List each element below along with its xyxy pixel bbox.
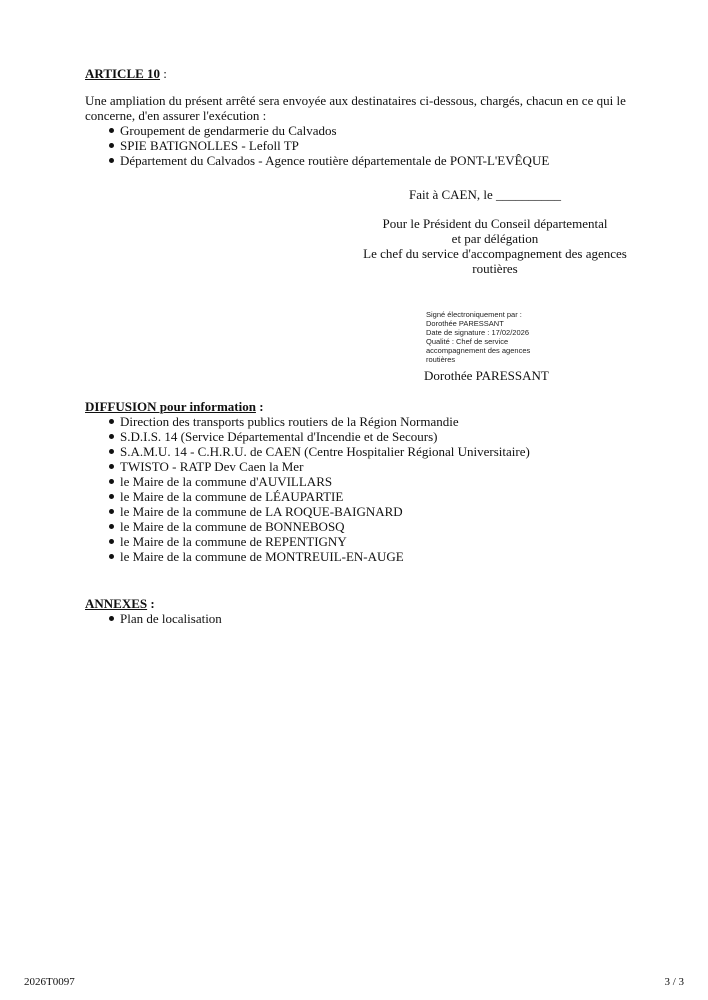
list-item: SPIE BATIGNOLLES - Lefoll TP bbox=[85, 138, 549, 153]
place-date: Fait à CAEN, le __________ bbox=[409, 187, 562, 202]
signature-line1: Pour le Président du Conseil départemental bbox=[382, 216, 608, 231]
list-item: S.A.M.U. 14 - C.H.R.U. de CAEN (Centre Hospitalier Régional Universitaire) bbox=[85, 444, 530, 459]
bullet-icon bbox=[109, 158, 114, 163]
list-item: TWISTO - RATP Dev Caen la Mer bbox=[85, 459, 530, 474]
article-paragraph bbox=[85, 93, 645, 123]
bullet-icon bbox=[109, 449, 114, 454]
footer-reference: 2026T0097 bbox=[24, 976, 75, 988]
signature-line2: et par délégation bbox=[451, 231, 539, 246]
bullet-icon bbox=[109, 539, 114, 544]
diffusion-colon: : bbox=[255, 399, 264, 414]
list-item: le Maire de la commune de REPENTIGNY bbox=[85, 534, 530, 549]
list-item: le Maire de la commune de BONNEBOSQ bbox=[85, 519, 530, 534]
annexes-heading bbox=[85, 596, 155, 611]
diffusion-list bbox=[85, 414, 530, 564]
article-title: ARTICLE 10 bbox=[85, 66, 161, 81]
annexes-title: ANNEXES bbox=[85, 596, 148, 611]
bullet-icon bbox=[109, 128, 114, 133]
bullet-icon bbox=[109, 509, 114, 514]
electronic-signature-stamp: Signé électroniquement par : Dorothée PARESSANT Date de signature : 17/02/2026 Qualité : Chef de service accompagnement des agences routières bbox=[426, 310, 531, 364]
list-item: le Maire de la commune de LA ROQUE-BAIGNARD bbox=[85, 504, 530, 519]
article-paragraph-line1: Une ampliation du présent arrêté sera envoyée aux destinataires ci-dessous, chargés, chacun en ce qui le bbox=[85, 93, 626, 108]
list-item: Plan de localisation bbox=[85, 611, 222, 626]
bullet-icon bbox=[109, 524, 114, 529]
bullet-icon bbox=[109, 464, 114, 469]
signature-block bbox=[330, 216, 660, 276]
list-item: Département du Calvados - Agence routière départementale de PONT-L'EVÊQUE bbox=[85, 153, 549, 168]
list-item: le Maire de la commune d'AUVILLARS bbox=[85, 474, 530, 489]
signer-name: Dorothée PARESSANT bbox=[424, 368, 549, 383]
article-paragraph-line2: concerne, d'en assurer l'exécution : bbox=[85, 108, 267, 123]
bullet-icon bbox=[109, 554, 114, 559]
list-item: le Maire de la commune de LÉAUPARTIE bbox=[85, 489, 530, 504]
article-heading bbox=[85, 66, 167, 81]
diffusion-title: DIFFUSION pour information bbox=[85, 399, 256, 414]
bullet-icon bbox=[109, 616, 114, 621]
list-item: Direction des transports publics routiers de la Région Normandie bbox=[85, 414, 530, 429]
bullet-icon bbox=[109, 143, 114, 148]
signature-line4: routières bbox=[472, 261, 518, 276]
bullet-icon bbox=[109, 419, 114, 424]
footer-page-number: 3 / 3 bbox=[664, 976, 684, 988]
annexes-colon: : bbox=[147, 596, 155, 611]
diffusion-heading bbox=[85, 399, 264, 414]
annexes-list bbox=[85, 611, 222, 626]
signature-line3: Le chef du service d'accompagnement des agences bbox=[363, 246, 627, 261]
recipients-list bbox=[85, 123, 549, 168]
bullet-icon bbox=[109, 434, 114, 439]
list-item: S.D.I.S. 14 (Service Départemental d'Incendie et de Secours) bbox=[85, 429, 530, 444]
list-item: Groupement de gendarmerie du Calvados bbox=[85, 123, 549, 138]
bullet-icon bbox=[109, 494, 114, 499]
bullet-icon bbox=[109, 479, 114, 484]
article-colon: : bbox=[160, 66, 167, 81]
list-item: le Maire de la commune de MONTREUIL-EN-AUGE bbox=[85, 549, 530, 564]
